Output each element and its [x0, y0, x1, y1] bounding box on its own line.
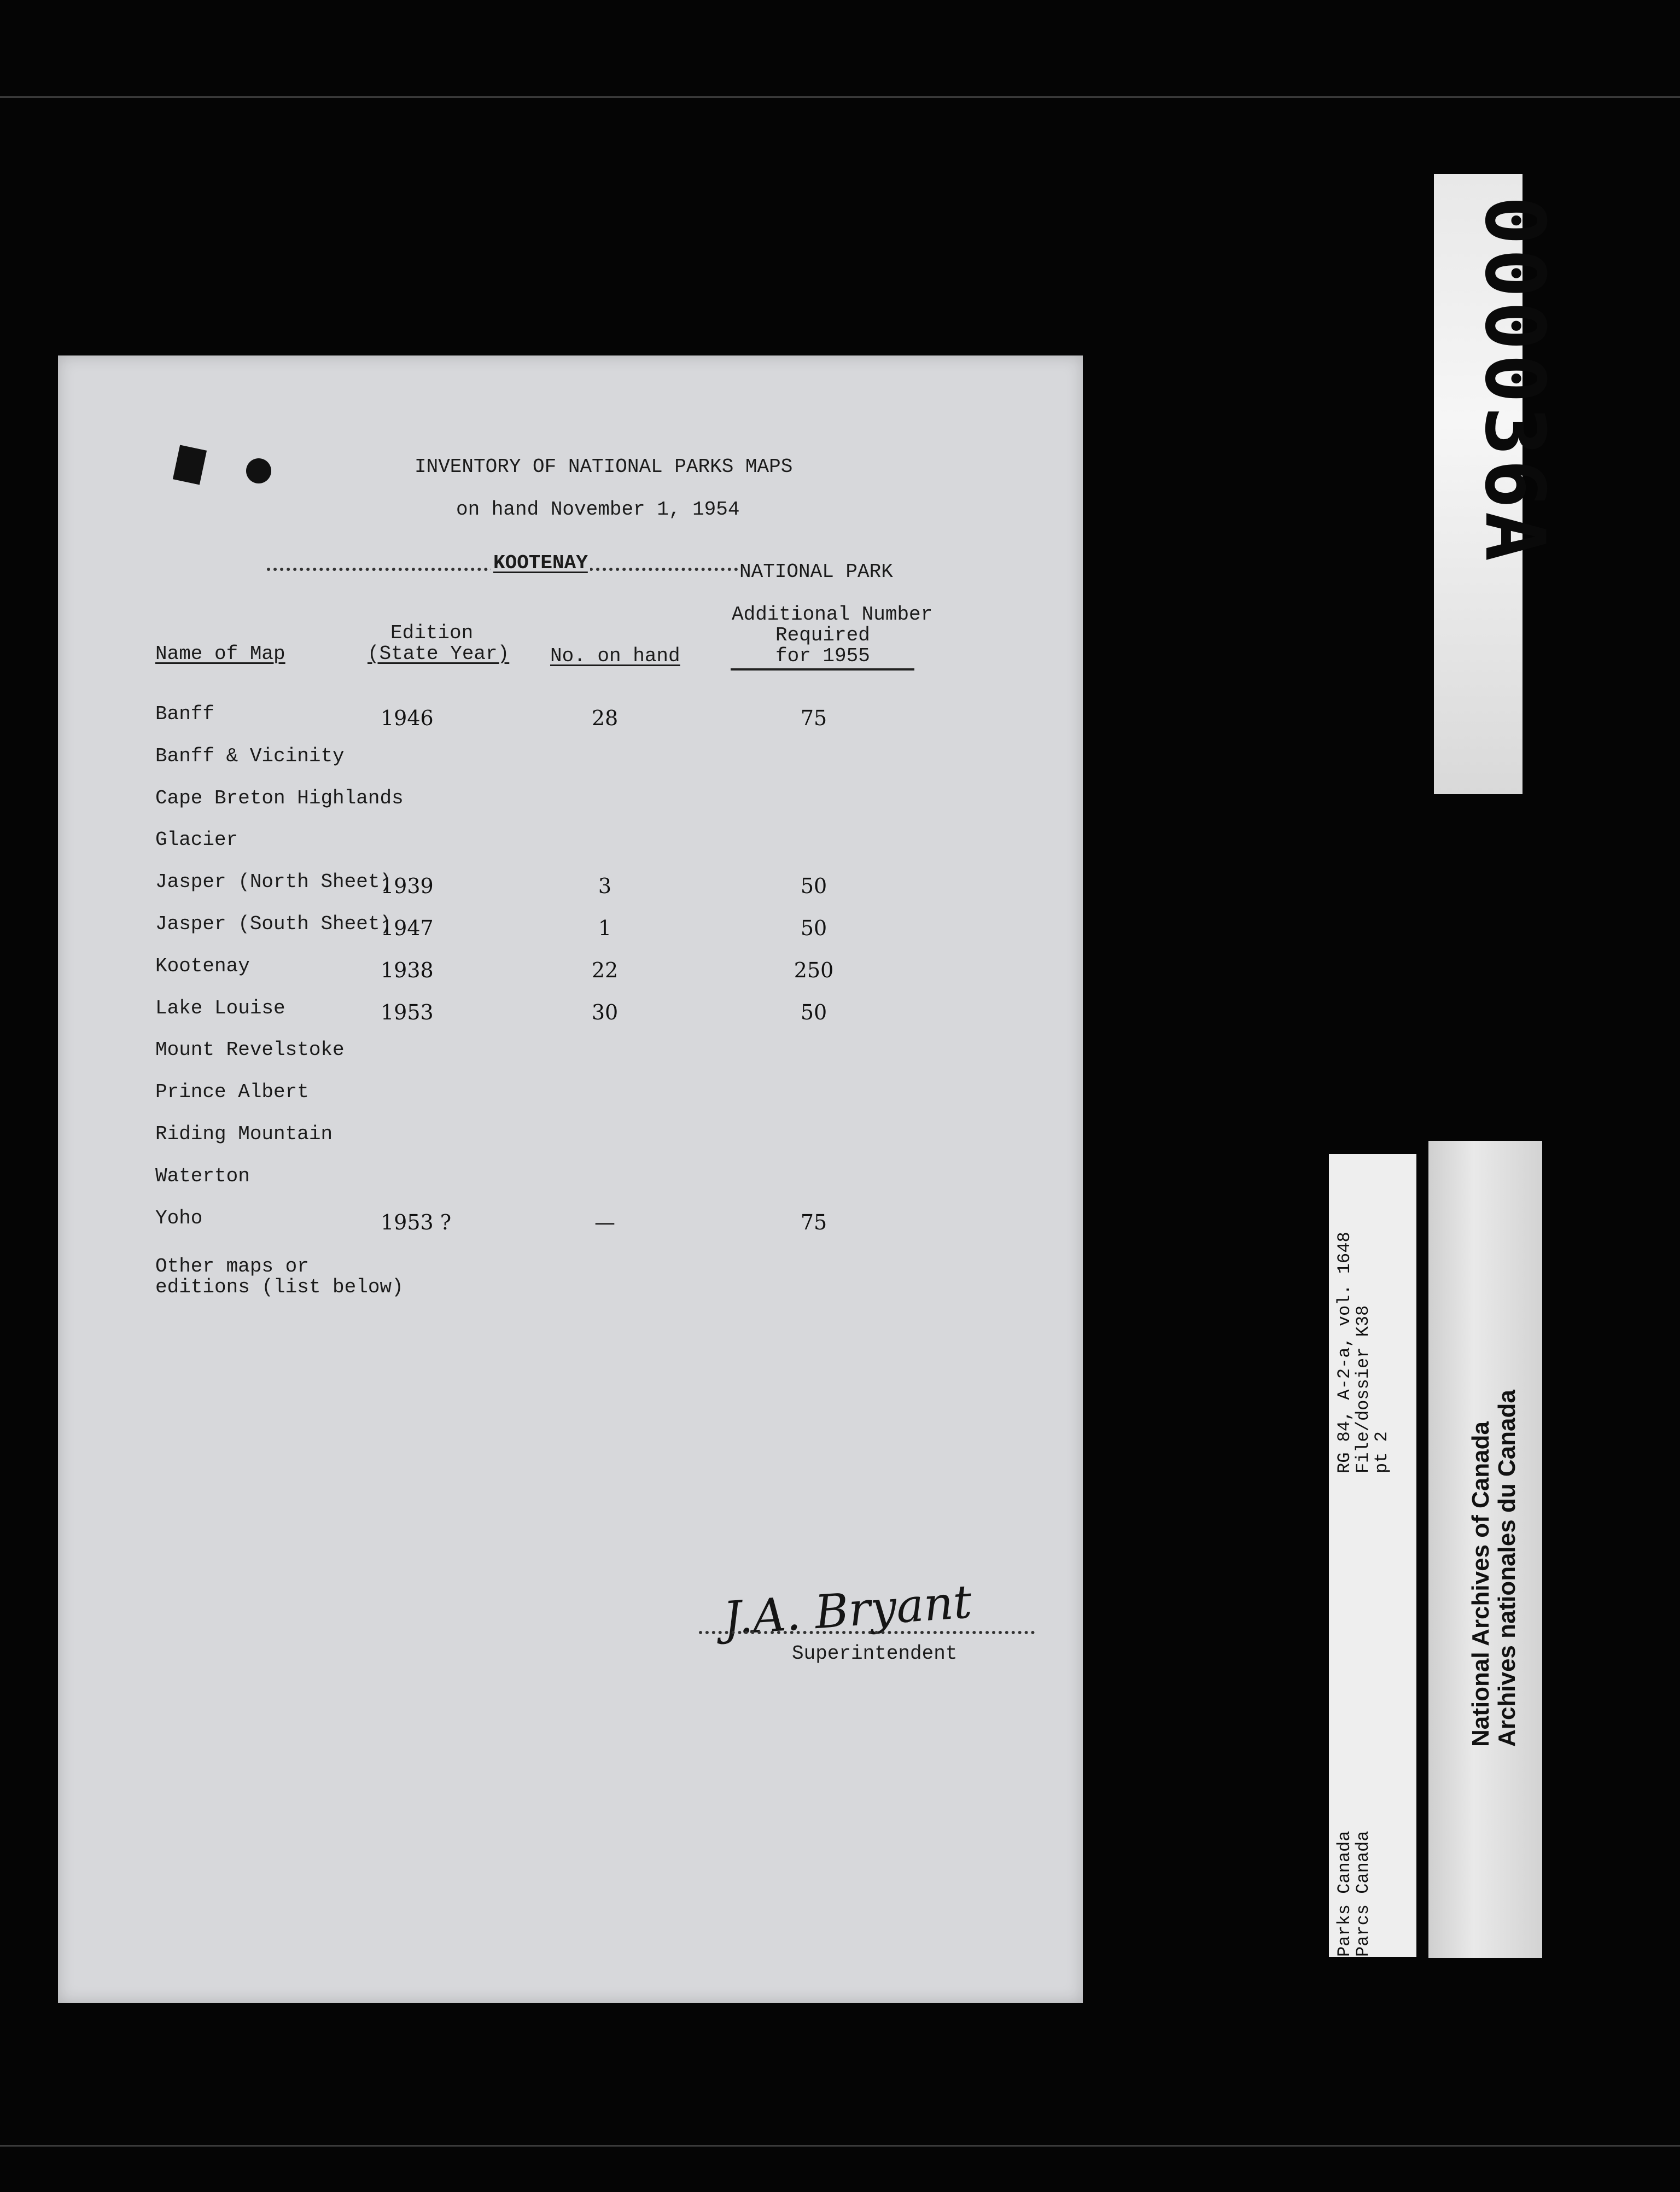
row-on-hand: 30 [591, 1000, 619, 1024]
frame-number: 000036A [1467, 196, 1562, 565]
row-additional: 250 [794, 958, 834, 982]
archive-reference-label [1329, 1154, 1416, 1957]
row-map-name: Banff & Vicinity [155, 744, 345, 767]
archive-name-fr: Archives nationales du Canada [1494, 1390, 1520, 1747]
row-map-name: Riding Mountain [155, 1123, 333, 1145]
row-map-name: Prince Albert [155, 1081, 309, 1104]
col-header-on-hand: No. on hand [550, 645, 680, 667]
row-additional: 50 [800, 1000, 827, 1024]
parks-canada-fr: Parcs Canada [1353, 1830, 1373, 1957]
row-map-name: Glacier [155, 829, 238, 852]
film-edge-top [0, 96, 1680, 98]
row-additional: 75 [800, 706, 827, 730]
park-suffix: NATIONAL PARK [739, 561, 893, 583]
archive-ref-line3: pt 2 [1372, 1431, 1392, 1473]
row-edition: 1938 [381, 958, 434, 982]
signature: J.A. Bryant [721, 1575, 974, 1646]
row-additional: 50 [800, 874, 827, 899]
row-on-hand: 3 [598, 874, 612, 899]
archive-ref-line2: File/dossier K38 [1353, 1305, 1373, 1473]
document-title: INVENTORY OF NATIONAL PARKS MAPS [415, 456, 793, 478]
row-on-hand: — [594, 1210, 615, 1234]
row-map-name: Lake Louise [155, 996, 285, 1019]
row-map-name: Cape Breton Highlands [155, 786, 404, 809]
col-header-name: Name of Map [155, 643, 285, 665]
other-maps-line1: Other maps or [155, 1255, 309, 1278]
parks-canada-en: Parks Canada [1334, 1830, 1355, 1957]
frame-number-strip [1434, 174, 1562, 794]
row-edition: 1939 [381, 874, 434, 899]
row-additional: 50 [800, 916, 827, 940]
park-name: KOOTENAY [491, 553, 590, 573]
row-on-hand: 1 [598, 916, 612, 940]
row-map-name: Kootenay [155, 954, 250, 977]
punch-mark [173, 445, 207, 485]
row-edition: 1946 [381, 706, 434, 730]
col-header-additional-3: for 1955 [775, 645, 870, 667]
row-map-name: Jasper (South Sheet) [155, 913, 392, 935]
row-edition: 1947 [381, 916, 434, 940]
row-map-name: Mount Revelstoke [155, 1039, 345, 1062]
row-on-hand: 28 [591, 706, 619, 730]
row-map-name: Yoho [155, 1206, 203, 1229]
signature-dotted-line [699, 1631, 1035, 1634]
row-map-name: Jasper (North Sheet) [155, 871, 392, 894]
national-archives-label [1428, 1141, 1542, 1958]
col-header-additional-rule [731, 668, 914, 671]
document-sheet [58, 355, 1083, 2003]
film-edge-bottom [0, 2145, 1680, 2147]
row-map-name: Banff [155, 703, 215, 725]
archive-ref-line1: RG 84, A-2-a, vol. 1648 [1334, 1232, 1355, 1473]
row-edition: 1953 [381, 1000, 434, 1024]
signature-title: Superintendent [792, 1642, 958, 1665]
row-additional: 75 [800, 1210, 827, 1234]
col-header-edition-2: (State Year) [368, 643, 510, 665]
col-header-additional-2: Required [775, 624, 870, 646]
col-header-additional-1: Additional Number [732, 603, 933, 626]
row-map-name: Waterton [155, 1164, 250, 1187]
other-maps-line2: editions (list below) [155, 1276, 404, 1298]
document-subtitle: on hand November 1, 1954 [456, 498, 740, 521]
punch-hole [246, 458, 271, 483]
row-on-hand: 22 [591, 958, 619, 982]
archive-name-en: National Archives of Canada [1467, 1421, 1494, 1747]
row-edition: 1953 ? [381, 1210, 452, 1234]
col-header-edition-1: Edition [390, 622, 474, 644]
